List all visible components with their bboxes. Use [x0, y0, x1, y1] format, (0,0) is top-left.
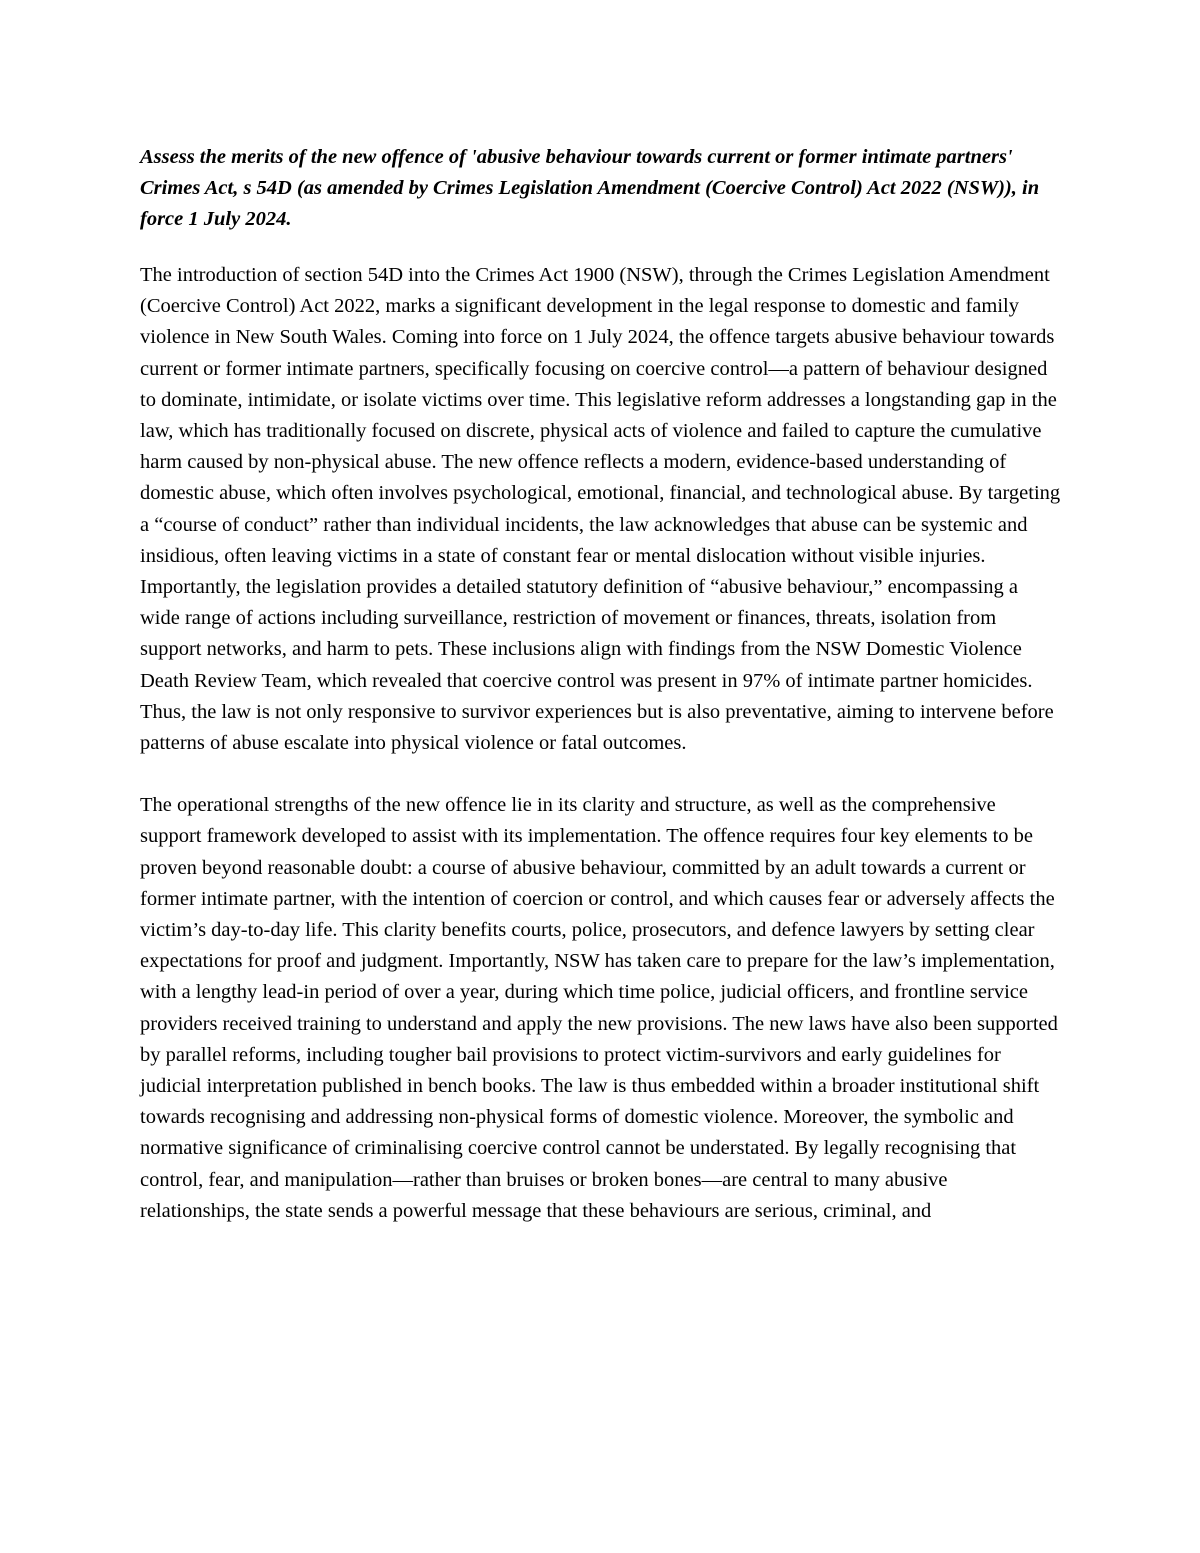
document-body — [140, 142, 1062, 1258]
paragraph-operational-strengths: The operational strengths of the new offence lie in its clarity and structure, as well as the comprehensive support framework developed to assist with its implementation. The offence requires four key elements to be proven beyond reasonable doubt: a course of abusive behaviour, committed by an adult towards a current or former intimate partner, with the intention of coercion or control, and which causes fear or adversely affects the victim’s day-to-day life. This clarity benefits courts, police, prosecutors, and defence lawyers by setting clear expectations for proof and judgment. Importantly, NSW has taken care to prepare for the law’s implementation, with a lengthy lead-in period of over a year, during which time police, judicial officers, and frontline service providers received training to understand and apply the new provisions. The new laws have also been supported by parallel reforms, including tougher bail provisions to protect victim-survivors and early guidelines for judicial interpretation published in bench books. The law is thus embedded within a broader institutional shift towards recognising and addressing non-physical forms of domestic violence. Moreover, the symbolic and normative significance of criminalising coercive control cannot be understated. By legally recognising that control, fear, and manipulation—rather than bruises or broken bones—are central to many abusive relationships, the state sends a powerful message that these behaviours are serious, criminal, and — [140, 794, 1058, 1222]
paragraph-introduction: The introduction of section 54D into the Crimes Act 1900 (NSW), through the Crimes Legislation Amendment (Coercive Control) Act 2022, marks a significant development in the legal response to domestic and family violence in New South Wales. Coming into force on 1 July 2024, the offence targets abusive behaviour towards current or former intimate partners, specifically focusing on coercive control—a pattern of behaviour designed to dominate, intimidate, or isolate victims over time. This legislative reform addresses a longstanding gap in the law, which has traditionally focused on discrete, physical acts of violence and failed to capture the cumulative harm caused by non-physical abuse. The new offence reflects a modern, evidence-based understanding of domestic abuse, which often involves psychological, emotional, financial, and technological abuse. By targeting a “course of conduct” rather than individual incidents, the law acknowledges that abuse can be systemic and insidious, often leaving victims in a state of constant fear or mental dislocation without visible injuries. Importantly, the legislation provides a detailed statutory definition of “abusive behaviour,” encompassing a wide range of actions including surveillance, restriction of movement or finances, threats, isolation from support networks, and harm to pets. These inclusions align with findings from the NSW Domestic Violence Death Review Team, which revealed that coercive control was present in 97% of intimate partner homicides. Thus, the law is not only responsive to survivor experiences but is also preventative, aiming to intervene before patterns of abuse escalate into physical violence or fatal outcomes. — [140, 264, 1061, 755]
essay-question-title: Assess the merits of the new offence of 'abusive behaviour towards current or former intimate partners' Crimes Act, s 54D (as amended by Crimes Legislation Amendment (Coercive Control) Act 2022 (NSW)), in force 1 July 2024. — [140, 146, 1040, 230]
